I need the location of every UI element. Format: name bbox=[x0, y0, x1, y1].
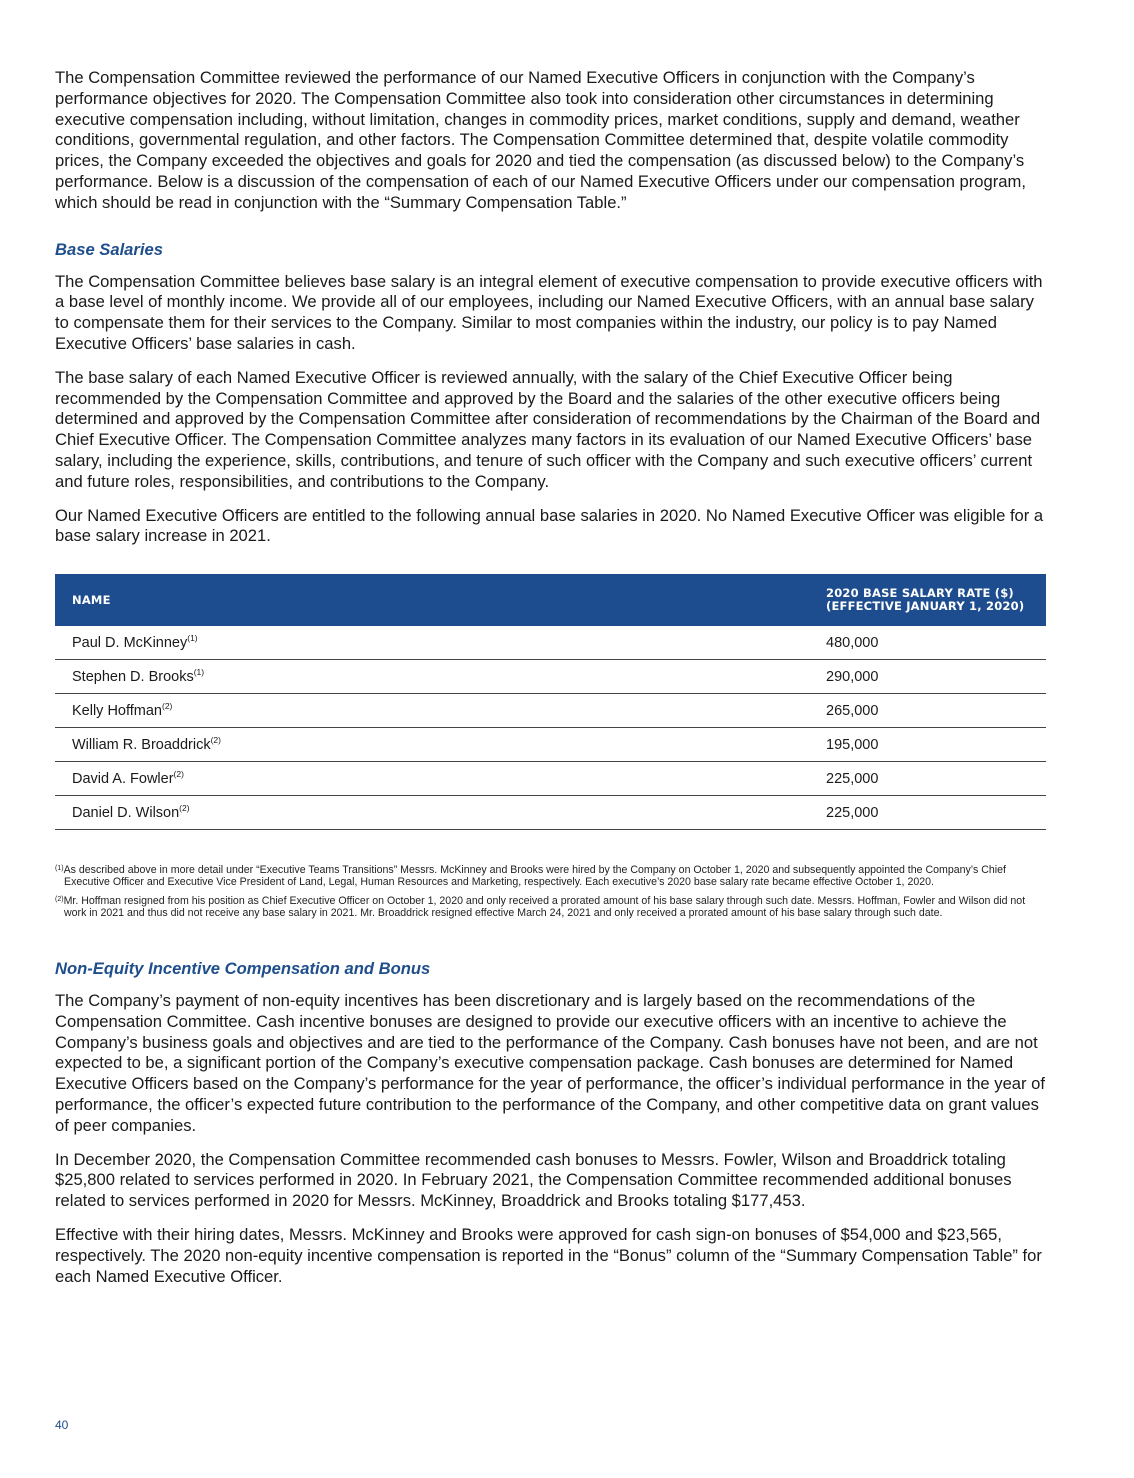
salary-header-line-2: (EFFECTIVE JANUARY 1, 2020) bbox=[826, 599, 1025, 614]
incentive-paragraph: The Company’s payment of non-equity incentives has been discretionary and is largely based on the recommendations of the Compensation Committee. Cash incentive bonuses are designed to provide our executive officers with an incentive to achieve the Company’s business goals and objectives and are tied to the performance of the Company. Cash bonuses have not been, and are not expected to be, a significant portion of the Company’s executive compensation package. Cash bonuses are determined for Named Executive Officers based on the Company’s performance for the year of performance, the officer’s individual performance in the year of performance, the officer’s expected future contribution to the performance of the Company, and other competitive data on grant values of peer companies. bbox=[55, 990, 1046, 1135]
name-column-header: NAME bbox=[55, 574, 826, 626]
base-salary-table bbox=[55, 574, 1046, 830]
salary-cell: 225,000 bbox=[826, 796, 1046, 830]
base-salaries-paragraph: The base salary of each Named Executive Officer is reviewed annually, with the salary of the Chief Executive Officer being recommended by the Compensation Committee and approved by the Board and the salaries of the other executive officers being determined and approved by the Compensation Committee after consideration of recommendations by the Chairman of the Board and Chief Executive Officer. The Compensation Committee analyzes many factors in its evaluation of our Named Executive Officers’ base salary, including the experience, skills, contributions, and tenure of such officer with the Company and such executive officers’ current and future roles, responsibilities, and contributions to the Company. bbox=[55, 367, 1041, 491]
table-row bbox=[55, 762, 1046, 796]
salary-header-line-1: 2020 BASE SALARY RATE ($) bbox=[826, 586, 1014, 601]
officer-name: Daniel D. Wilson bbox=[72, 804, 180, 821]
footnote-ref: (2) bbox=[173, 768, 184, 779]
officer-name: William R. Broaddrick bbox=[72, 736, 211, 753]
incentive-paragraph: Effective with their hiring dates, Messrs. McKinney and Brooks were approved for cash sign-on bonuses of $54,000 and $23,565, respectively. The 2020 non-equity incentive compensation is reported in the “Bonus” column of the “Summary Compensation Table” for each Named Executive Officer. bbox=[55, 1224, 1042, 1286]
salary-column-header bbox=[826, 574, 1046, 626]
officer-name-cell bbox=[55, 694, 826, 728]
salary-cell: 290,000 bbox=[826, 660, 1046, 694]
footnote bbox=[55, 864, 1046, 888]
table-row bbox=[55, 660, 1046, 694]
footnote-text: As described above in more detail under “Executive Teams Transitions” Messrs. McKinney and Brooks were hired by the Company on October 1, 2020 and subsequently appointed the Company’s Chief Executive Officer and Executive Vice President of Land, Legal, Human Resources and Marketing, respectively. Each executive’s 2020 base salary rate became effective October 1, 2020. bbox=[63, 864, 1006, 889]
footnote bbox=[55, 895, 1046, 919]
intro-paragraph: The Compensation Committee reviewed the performance of our Named Executive Officers in conjunction with the Company’s performance objectives for 2020. The Compensation Committee also took into consideration other circumstances in determining executive compensation including, without limitation, changes in commodity prices, market conditions, supply and demand, weather conditions, governmental regulation, and other factors. The Compensation Committee determined that, despite volatile commodity prices, the Company exceeded the objectives and goals for 2020 and tied the compensation (as discussed below) to the Company’s performance. Below is a discussion of the compensation of each of our Named Executive Officers under our compensation program, which should be read in conjunction with the “Summary Compensation Table.” bbox=[55, 68, 1026, 212]
footnote-ref: (2) bbox=[162, 700, 173, 711]
base-salaries-heading: Base Salaries bbox=[55, 239, 163, 259]
table-row bbox=[55, 728, 1046, 762]
footnote-mark: (1) bbox=[55, 865, 64, 873]
table-row bbox=[55, 694, 1046, 728]
officer-name-cell bbox=[55, 660, 826, 694]
footnote-ref: (1) bbox=[193, 666, 205, 677]
footnote-ref: (2) bbox=[210, 734, 221, 745]
officer-name-cell bbox=[55, 728, 826, 762]
salary-cell: 195,000 bbox=[826, 728, 1046, 762]
salary-cell: 480,000 bbox=[826, 626, 1046, 660]
incentive-heading: Non-Equity Incentive Compensation and Bonus bbox=[55, 958, 431, 978]
officer-name-cell bbox=[55, 626, 826, 660]
salary-cell: 225,000 bbox=[826, 762, 1046, 796]
officer-name-cell bbox=[55, 762, 826, 796]
incentive-paragraph: In December 2020, the Compensation Committee recommended cash bonuses to Messrs. Fowler, Wilson and Broaddrick totaling $25,800 related to services performed in 2020. In February 2021, the Compensation Committee recommended additional bonuses related to services performed in 2020 for Messrs. McKinney, Broaddrick and Brooks totaling $177,453. bbox=[55, 1149, 1012, 1211]
officer-name: David A. Fowler bbox=[72, 770, 174, 787]
footnote-text: Mr. Hoffman resigned from his position as Chief Executive Officer on October 1, 2020 and only received a prorated amount of his base salary through such date. Messrs. Hoffman, Fowler and Wilson did not work in 2021 and thus did not receive any base salary in 2021. Mr. Broaddrick resigned effective March 24, 2021 and only received a prorated amount of his base salary through such date. bbox=[63, 894, 1026, 919]
officer-name: Stephen D. Brooks bbox=[72, 668, 194, 685]
footnote-mark: (2) bbox=[55, 895, 64, 903]
officer-name-cell bbox=[55, 796, 826, 830]
base-salaries-paragraph: The Compensation Committee believes base salary is an integral element of executive compensation to provide executive officers with a base level of monthly income. We provide all of our employees, including our Named Executive Officers, with an annual base salary to compensate them for their services to the Company. Similar to most companies within the industry, our policy is to pay Named Executive Officers’ base salaries in cash. bbox=[55, 271, 1043, 353]
page-number: 40 bbox=[55, 1418, 69, 1432]
table-footnotes bbox=[55, 864, 1046, 919]
table-header-row bbox=[55, 574, 1046, 626]
base-salaries-paragraph: Our Named Executive Officers are entitled to the following annual base salaries in 2020. No Named Executive Officer was eligible for a base salary increase in 2021. bbox=[55, 505, 1044, 546]
officer-name: Paul D. McKinney bbox=[72, 634, 188, 651]
footnote-ref: (1) bbox=[187, 632, 198, 643]
table-row bbox=[55, 626, 1046, 660]
footnote-ref: (2) bbox=[179, 802, 190, 813]
salary-cell: 265,000 bbox=[826, 694, 1046, 728]
table-row bbox=[55, 796, 1046, 830]
officer-name: Kelly Hoffman bbox=[72, 702, 162, 719]
